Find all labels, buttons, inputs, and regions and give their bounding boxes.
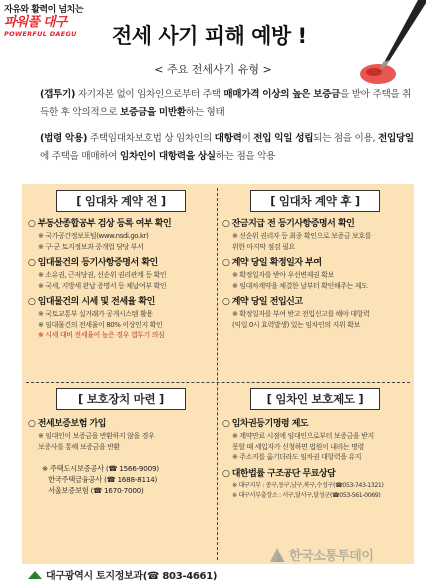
- city-logo: [4, 2, 110, 38]
- section-header: [ 임대차 계약 후 ]: [250, 190, 380, 212]
- contact-row: 서울보증보험 (☎ 1670-7000): [48, 486, 144, 495]
- mountain-logo-icon: [28, 571, 42, 579]
- before-contract-section: [28, 190, 214, 346]
- watermark: 한국소통투데이: [268, 545, 373, 564]
- section-header: [ 보호장치 마련 ]: [56, 388, 186, 410]
- horizontal-divider: [26, 382, 410, 383]
- list-item: ○ 부동산종합공부 검상 등록 여부 확인 ※ 국가공간정보포털(www.nsdi.go.kr) ※ 구·군 토지정보과 중개업 담당 부서: [28, 218, 214, 252]
- page-title: 전세 사기 피해 예방 !: [112, 24, 307, 48]
- guide-panel: [22, 184, 414, 564]
- list-item: ○ 잔금지급 전 등기사항증명서 확인 ※ 선순위 권리자 등 최종 확인으로 보증금 보호를 위한 마지막 점검 필요: [222, 218, 408, 252]
- logo-brand-en: POWERFUL DAEGU: [4, 30, 77, 38]
- list-item: ○ 계약 당일 확정일자 부여 ※ 확정일자를 받아 우선변제권 확보 ※ 임대차계약을 체결한 날부터 확인해주는 제도: [222, 257, 408, 291]
- list-item: ○ 임차권등기명령 제도 ※ 계약만료 시점에 임대인으로부터 보증금을 받지 못할 때 세입자가 신청하면 법원이 내리는 명령 ※ 주소지를 옮기더라도 임차권 대항력을 유지: [222, 418, 408, 463]
- vertical-divider: [217, 188, 218, 560]
- scam-type-gap-investment: (갭투기) 자기자본 없이 임차인으로부터 주택 매매가격 이상의 높은 보증금을 받아 주택을 취득한 후 악의적으로 보증금을 미반환하는 형태: [40, 89, 412, 118]
- list-item: ○ 계약 당일 전입신고 ※ 확정일자를 부여 받고 전입신고를 해야 대항력 (익일 0시 효력발생) 있는 임차인의 지위 확보: [222, 296, 408, 330]
- section-header: [ 임대차 계약 전 ]: [56, 190, 186, 212]
- contact-row: ※ 주택도시보증공사 (☎ 1566-9009): [42, 464, 159, 473]
- list-item: ○ 대한법률 구조공단 무료상담 ※ 대구지부 : 중구,동구,남구,북구,수성구(☎053-743-1321) ※ 대구서부출장소 : 서구,달서구,달성군(☎053-561-0069): [222, 468, 408, 502]
- list-item: ○ 전세보증보험 가입 ※ 임대인이 보증금을 반환하지 않을 경우 보증사를 통해 보증금을 반환: [28, 418, 214, 452]
- watermark-logo-icon: [268, 546, 286, 564]
- section-header: [ 임차인 보호제도 ]: [250, 388, 380, 410]
- page-subtitle: < 주요 전세사기 유형 >: [154, 63, 272, 76]
- list-item: ○ 임대물건의 시세 및 전세율 확인 ※ 국토교통부 실거래가 공개시스템 활용 ※ 임대물건의 전세율이 80% 이상인지 확인 ※ 시세 대비 전세율이 높은 경우 갭투기 의심: [28, 296, 214, 341]
- logo-brand: 파워풀 대구: [4, 15, 67, 30]
- contact-row: 한국주택금융공사 (☎ 1688-8114): [48, 475, 158, 484]
- footer-contact: 대구광역시 토지정보과(☎ 803-4661): [28, 567, 217, 582]
- protection-section: [28, 388, 214, 496]
- scam-type-law-abuse: (법령 악용) 주택임대차보호법 상 임차인의 대항력이 전입 익일 성립되는 점을 이용, 전입당일에 주택을 매매하여 임차인이 대항력을 상실하는 점을 악용: [40, 133, 414, 162]
- list-item: ○ 임대물건의 등기사항증명서 확인 ※ 소유권, 근저당권, 선순위 권리관계 등 확인 ※ 국세, 지방세 완납 증명서 등 체납여부 확인: [28, 257, 214, 291]
- logo-slogan: 자유와 활력이 넘치는: [4, 5, 84, 15]
- after-contract-section: [222, 190, 408, 335]
- tenant-protection-section: [222, 388, 408, 507]
